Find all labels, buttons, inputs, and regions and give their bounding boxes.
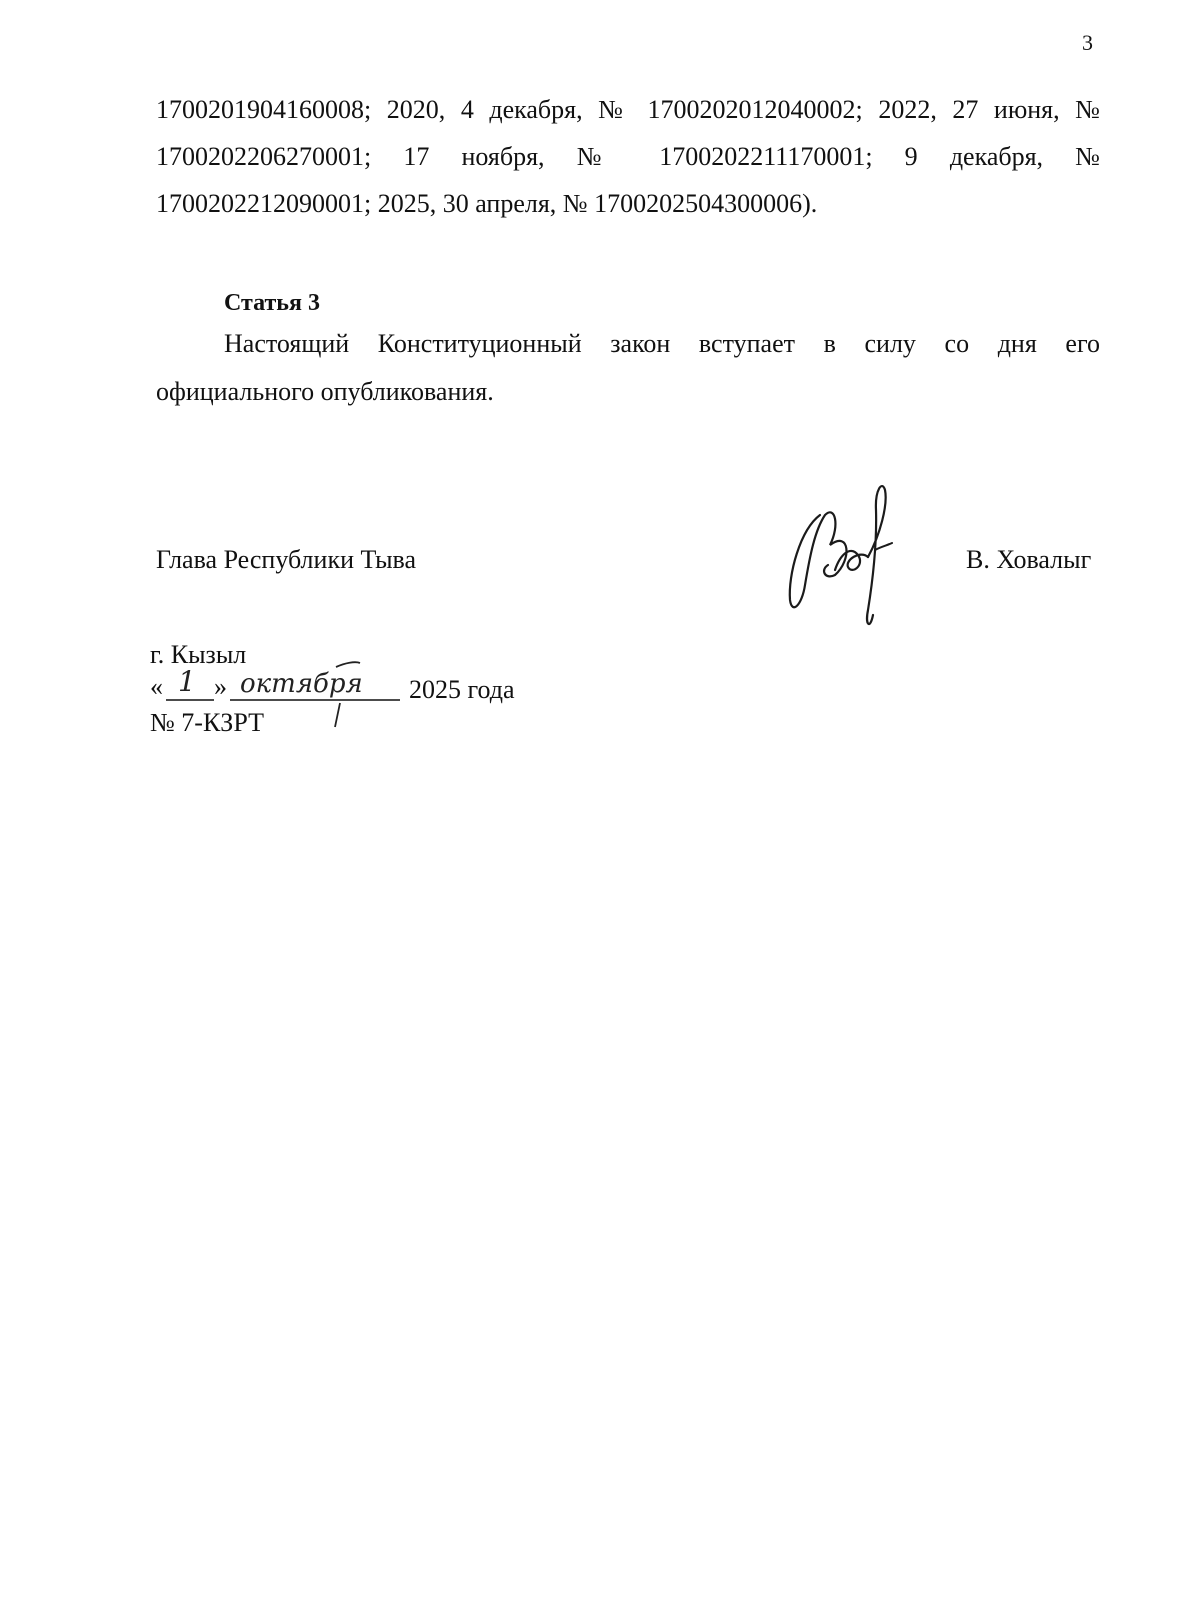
city: г. Кызыл bbox=[150, 640, 247, 669]
article-line-1: Настоящий Конституционный закон вступает в силу со дня его bbox=[224, 329, 1100, 358]
date-close-quote: » bbox=[214, 672, 227, 701]
law-number: № 7-КЗРТ bbox=[150, 708, 264, 737]
page-number: 3 bbox=[1082, 30, 1093, 55]
date-day: 1 bbox=[178, 665, 196, 698]
article-line-2: официального опубликования. bbox=[156, 377, 494, 406]
signatory-name: В. Ховалыг bbox=[966, 545, 1092, 574]
position-title: Глава Республики Тыва bbox=[156, 545, 417, 574]
paragraph-line-2: 1700202206270001; 17 ноября, № 1700202211170001; 9 декабря, № bbox=[156, 142, 1100, 171]
month-flourish bbox=[336, 662, 360, 667]
article-heading: Статья 3 bbox=[224, 290, 320, 316]
handwritten-signature bbox=[780, 475, 930, 645]
date-year: 2025 года bbox=[409, 675, 515, 704]
paragraph-line-1: 1700201904160008; 2020, 4 декабря, № 1700202012040002; 2022, 27 июня, № bbox=[156, 95, 1100, 124]
date-month: октября bbox=[240, 669, 363, 699]
paragraph-line-3: 1700202212090001; 2025, 30 апреля, № 1700202504300006). bbox=[156, 189, 818, 218]
month-descender bbox=[335, 703, 340, 727]
date-open-quote: « bbox=[150, 672, 163, 701]
